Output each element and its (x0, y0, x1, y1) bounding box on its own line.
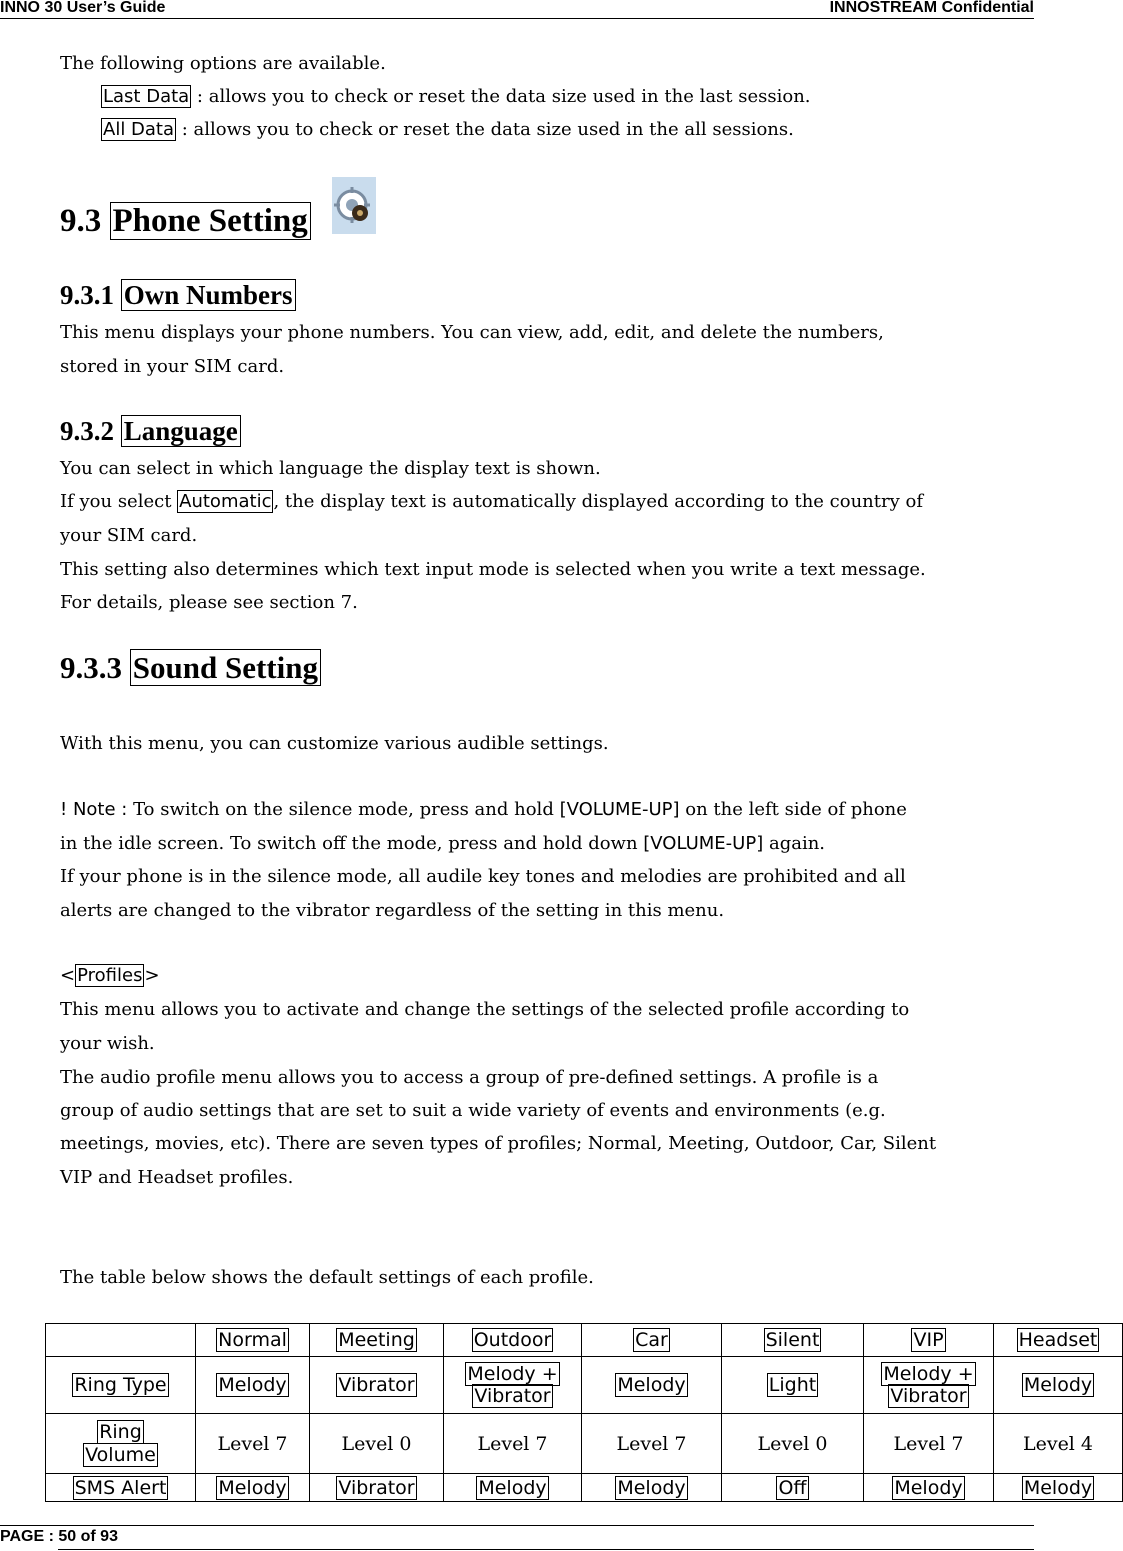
header-headset-text: Headset (1018, 1329, 1098, 1351)
table-cell (196, 1474, 310, 1502)
table-cell (310, 1474, 444, 1502)
header-car-text: Car (635, 1329, 668, 1351)
header-outdoor (444, 1324, 582, 1357)
header-normal (196, 1324, 310, 1357)
cell-text: Melody (218, 1476, 287, 1499)
table-cell: Level 7 (444, 1414, 582, 1474)
table-row (46, 1357, 1123, 1414)
sound-number: 9.3.3 (60, 650, 122, 685)
table-cell: Level 7 (196, 1414, 310, 1474)
profile-defaults-table (45, 1323, 1123, 1502)
sound-intro: With this menu, you can customize various audible settings. (60, 733, 609, 754)
profiles-label: Profiles (77, 965, 143, 986)
own-numbers-line-1: This menu displays your phone numbers. You can view, add, edit, and delete the numbers, (60, 322, 884, 343)
cell-text: Vibrator (338, 1374, 415, 1396)
table-cell (994, 1357, 1123, 1414)
row-label-ring-type (46, 1357, 196, 1414)
volume-up-key-2: [VOLUME-UP] (643, 833, 764, 854)
note-line-4: alerts are changed to the vibrator regardless of the setting in this menu. (60, 900, 725, 921)
cell-text: Light (768, 1374, 817, 1396)
own-numbers-title: Own Numbers (121, 279, 296, 311)
header-outdoor-text: Outdoor (473, 1329, 552, 1351)
table-cell (722, 1357, 864, 1414)
own-numbers-line-2: stored in your SIM card. (60, 356, 285, 377)
profiles-line-2: your wish. (60, 1033, 155, 1054)
table-cell: Level 0 (310, 1414, 444, 1474)
profiles-line-6: VIP and Headset profiles. (60, 1167, 294, 1188)
language-line-2 (60, 490, 923, 514)
option-all-data (101, 118, 794, 142)
table-cell: Level 0 (722, 1414, 864, 1474)
cell-text-line-2: Vibrator (890, 1385, 967, 1407)
header-normal-text: Normal (218, 1329, 287, 1351)
row-label-sms-alert (46, 1474, 196, 1502)
table-cell: Level 7 (864, 1414, 994, 1474)
header-meeting-text: Meeting (338, 1329, 415, 1351)
options-lead: The following options are available. (60, 53, 386, 74)
note-2a: in the idle screen. To switch off the mode, press and hold down (60, 833, 644, 854)
footer-rule-bottom (58, 1549, 1034, 1550)
header-vip-text: VIP (913, 1329, 944, 1351)
profiles-line-1: This menu allows you to activate and change the settings of the selected profile according to (60, 999, 910, 1020)
cell-text: Melody (1023, 1476, 1093, 1499)
note-line-1 (60, 798, 907, 822)
header-vip (864, 1324, 994, 1357)
header-silent (722, 1324, 864, 1357)
table-cell (722, 1474, 864, 1502)
note-line-3: If your phone is in the silence mode, all audile key tones and melodies are prohibited and all (60, 866, 906, 887)
sound-title: Sound Setting (130, 649, 321, 686)
table-cell: Level 4 (994, 1414, 1123, 1474)
language-number: 9.3.2 (60, 416, 114, 446)
table-cell (864, 1474, 994, 1502)
volume-up-key: [VOLUME-UP] (559, 799, 680, 820)
cell-text: Melody (617, 1476, 686, 1499)
footer-rule-top (0, 1525, 1034, 1526)
header-headset (994, 1324, 1123, 1357)
language-line-4: This setting also determines which text input mode is selected when you write a text message. (60, 559, 926, 580)
ring-volume-label-2: Volume (85, 1443, 156, 1466)
section-number: 9.3 (60, 203, 102, 239)
table-cell (444, 1357, 582, 1414)
automatic-label: Automatic (179, 491, 272, 512)
option-last-data (101, 85, 811, 109)
table-row (46, 1474, 1123, 1502)
cell-text: Melody (1023, 1374, 1093, 1396)
note-1a: To switch on the silence mode, press and hold (133, 799, 560, 820)
own-numbers-number: 9.3.1 (60, 280, 114, 310)
header-meeting (310, 1324, 444, 1357)
heading-sound-setting (60, 650, 321, 686)
cell-text: Melody (218, 1374, 287, 1396)
row-label-ring-volume (46, 1414, 196, 1474)
cell-text-line-2: Vibrator (474, 1385, 551, 1407)
cell-text: Vibrator (338, 1476, 415, 1499)
phone-setting-gear-icon (332, 177, 376, 234)
language-line-3: your SIM card. (60, 525, 198, 546)
sms-alert-label: SMS Alert (74, 1476, 167, 1499)
heading-own-numbers (60, 280, 296, 311)
table-cell (196, 1357, 310, 1414)
note-1b: on the left side of phone (679, 799, 907, 820)
table-cell: Level 7 (582, 1414, 722, 1474)
table-header-row (46, 1324, 1123, 1357)
language-title: Language (121, 415, 241, 447)
table-cell (582, 1357, 722, 1414)
language-line-2-pre: If you select (60, 491, 178, 512)
profiles-close-bracket: > (144, 965, 160, 986)
table-cell (582, 1474, 722, 1502)
cell-text: Melody (894, 1476, 963, 1499)
header-confidential: INNOSTREAM Confidential (829, 0, 1034, 16)
page-header (0, 0, 1034, 19)
note-2b: again. (763, 833, 826, 854)
table-corner-cell (46, 1324, 196, 1357)
profiles-line-5: meetings, movies, etc). There are seven types of profiles; Normal, Meeting, Outdoor, Car, Silent (60, 1133, 937, 1154)
profiles-open-bracket: < (60, 965, 76, 986)
cell-text-line-1: Melody + (467, 1363, 558, 1385)
note-line-2 (60, 832, 825, 856)
section-heading-phone-setting (60, 203, 311, 240)
table-cell (310, 1357, 444, 1414)
header-doc-title: INNO 30 User’s Guide (0, 0, 166, 16)
note-label: ! Note : (60, 799, 134, 820)
profiles-line-4: group of audio settings that are set to suit a wide variety of events and environments (e.g. (60, 1100, 886, 1121)
table-cell (864, 1357, 994, 1414)
cell-text: Melody (478, 1476, 547, 1499)
cell-text: Melody (617, 1374, 686, 1396)
language-line-5: For details, please see section 7. (60, 592, 358, 613)
header-car (582, 1324, 722, 1357)
table-cell (444, 1474, 582, 1502)
ring-volume-label-1: Ring (99, 1420, 142, 1443)
table-intro: The table below shows the default settings of each profile. (60, 1267, 594, 1288)
header-silent-text: Silent (765, 1329, 820, 1351)
page-number: PAGE : 50 of 93 (0, 1528, 118, 1545)
page-footer (0, 1525, 1034, 1551)
language-line-2-post: , the display text is automatically displayed according to the country of (273, 491, 924, 512)
section-title: Phone Setting (110, 202, 311, 240)
all-data-label: All Data (103, 119, 175, 140)
last-data-label: Last Data (103, 86, 190, 107)
ring-type-label: Ring Type (74, 1374, 167, 1396)
language-line-1: You can select in which language the display text is shown. (60, 458, 601, 479)
last-data-desc: : allows you to check or reset the data size used in the last session. (191, 86, 811, 107)
profiles-line-3: The audio profile menu allows you to access a group of pre-defined settings. A profile is a (60, 1067, 879, 1088)
heading-language (60, 416, 241, 447)
table-cell (994, 1474, 1123, 1502)
all-data-desc: : allows you to check or reset the data size used in the all sessions. (176, 119, 794, 140)
profiles-heading (60, 964, 160, 988)
cell-text-line-1: Melody + (883, 1363, 974, 1385)
cell-text: Off (778, 1476, 807, 1499)
table-row (46, 1414, 1123, 1474)
